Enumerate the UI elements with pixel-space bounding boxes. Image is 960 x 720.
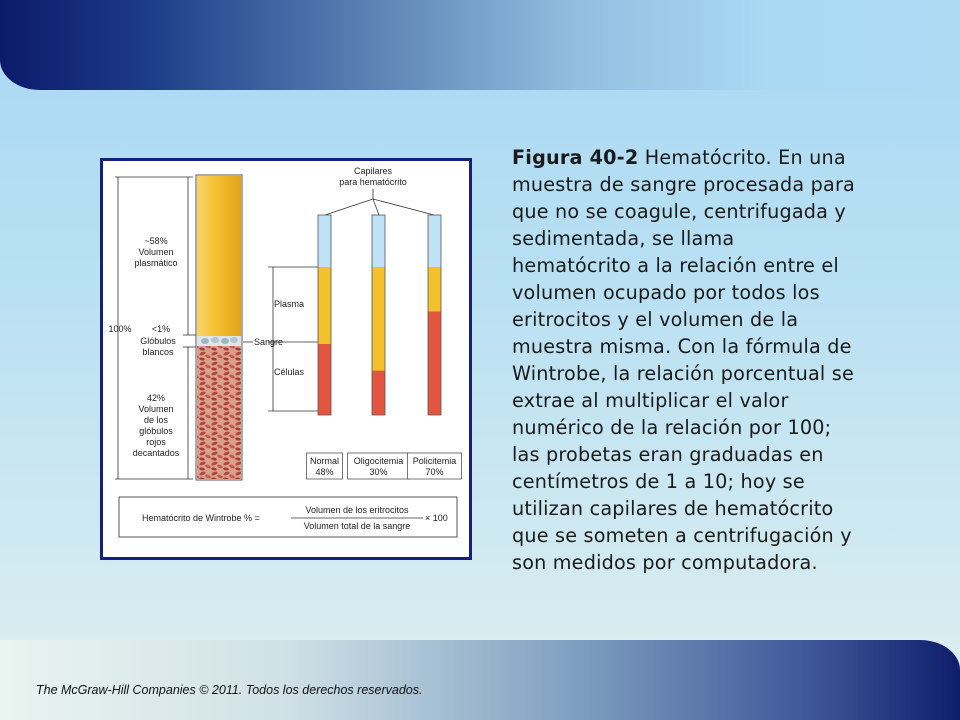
capillary-labels: [307, 453, 462, 479]
label-rbc-line1: Volumen: [138, 404, 174, 414]
label-sangre: Sangre: [254, 337, 284, 347]
label-plasma-line2: plasmático: [134, 258, 178, 268]
capillaries-title-line1: Capilares: [353, 166, 393, 176]
tube-value: 30%: [369, 467, 388, 477]
tube-label-oligocitemia: [348, 453, 410, 479]
tube-value: 48%: [315, 467, 334, 477]
hematocrit-figure: [100, 158, 472, 560]
label-plasma-pct: ~58%: [144, 236, 168, 246]
label-rbc-line4: rojos: [146, 437, 166, 447]
label-rbc-line3: glóbulos: [139, 426, 173, 436]
formula-numerator: Volumen de los eritrocitos: [305, 505, 409, 515]
caption-text: Hematócrito. En una muestra de sangre procesada para que no se coagule, centrifugada y sedimentada, se llama hematócrito a la relación entre el volumen ocupado por todos los eritrocitos y el volumen de la muestra misma. Con la fórmula de Wintrobe, la relación porcentual se extrae al multiplicar el valor numérico de la relación por 100; las probetas eran graduadas en centímetros de 1 a 10; hoy se utilizan capilares de hematócrito que se someten a centrifugación y son medidos por computadora.: [512, 146, 855, 574]
bottom-decorative-band: [0, 640, 960, 720]
formula-multiplier: × 100: [425, 513, 448, 523]
capillary-tube-policitemia: [428, 215, 441, 415]
label-total: 100%: [108, 324, 132, 334]
capillary-tubes: [318, 215, 441, 415]
tube-name: Normal: [309, 456, 340, 466]
tube-name: Policitemia: [412, 456, 457, 466]
formula-denominator: Volumen total de la sangre: [303, 521, 411, 531]
label-wbc-pct: <1%: [151, 324, 171, 334]
tube-label-normal: [307, 453, 343, 479]
label-rbc-line2: de los: [143, 415, 169, 425]
label-rbc-line5: decantados: [132, 448, 180, 458]
figure-label: Figura 40-2: [512, 146, 639, 169]
copyright-footer: The McGraw-Hill Companies © 2011. Todos los derechos reservados.: [36, 683, 423, 697]
label-cells: Células: [274, 367, 305, 377]
wintrobe-formula: [119, 497, 457, 537]
label-wbc-line2: blancos: [142, 347, 174, 357]
capillary-tube-oligocitemia: [372, 215, 385, 415]
label-plasma: Plasma: [274, 299, 305, 309]
capillary-tube-normal: [318, 215, 331, 415]
label-wbc-line1: Glóbulos: [140, 336, 176, 346]
tube-label-policitemia: [408, 453, 462, 479]
capillaries-title-line2: para hematócrito: [339, 177, 407, 187]
formula-left: Hematócrito de Wintrobe % =: [142, 513, 260, 523]
capillaries-pointer-lines: [325, 189, 434, 215]
tube-value: 70%: [425, 467, 444, 477]
sample-tube: [196, 175, 242, 480]
label-rbc-pct: 42%: [146, 393, 166, 403]
top-decorative-band: [0, 0, 960, 90]
figure-caption: [512, 144, 857, 576]
hematocrit-diagram: [103, 161, 469, 557]
tube-name: Oligocitemia: [353, 456, 404, 466]
label-plasma-line1: Volumen: [138, 247, 174, 257]
